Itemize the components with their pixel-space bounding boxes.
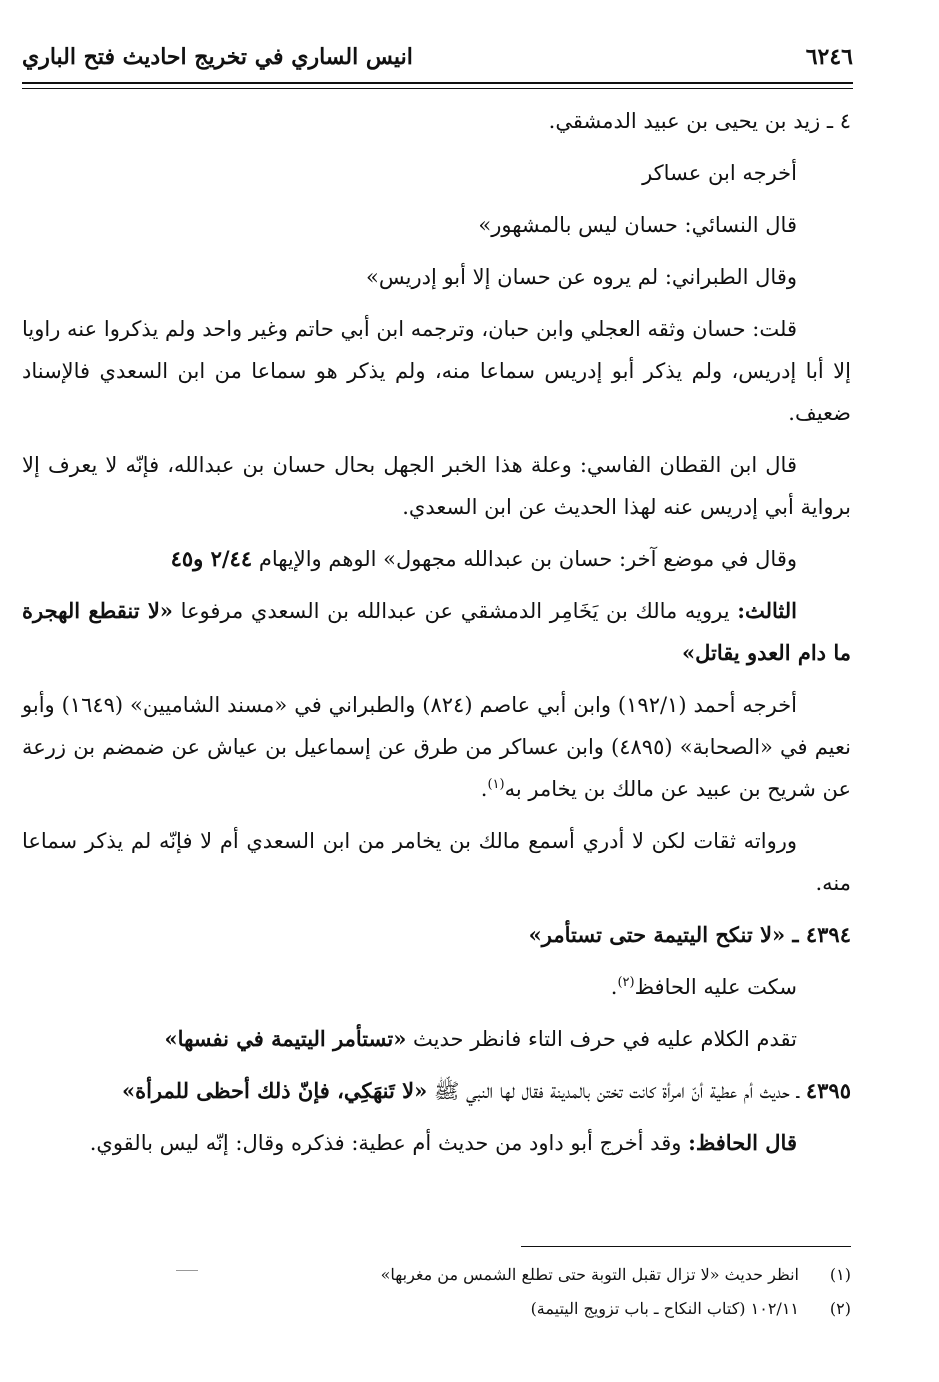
footnote-marker[interactable]: (١) <box>487 777 505 792</box>
paragraph-text: أخرجه أحمد (١٩٢/١) وابن أبي عاصم (٨٢٤) والطبراني في «مسند الشاميين» (١٦٤٩) وأبو نعيم في «الصحابة» (٤٨٩٥) وابن عساكر من طرق عن إسماعيل بن عياش عن ضمضم بن زرعة عن شريح بن عبيد عن مالك بن يخامر به <box>22 693 851 801</box>
footnotes <box>22 1258 851 1326</box>
punctuation: . <box>610 975 618 999</box>
paragraph-text: ـ حديث أم عطية أنّ امرأة كانت تختن بالمدينة فقال لها النبي ﷺ <box>433 1079 800 1103</box>
paragraph <box>22 684 851 810</box>
paragraph <box>22 1122 851 1164</box>
punctuation: . <box>480 777 488 801</box>
paragraph: أخرجه ابن عساكر <box>642 161 797 185</box>
header-rule-thick <box>22 82 853 84</box>
paragraph-text: وقال في موضع آخر: حسان بن عبدالله مجهول» الوهم والإيهام <box>258 547 797 571</box>
paragraph-text: سكت عليه الحافظ <box>634 975 797 999</box>
paragraph <box>22 1018 851 1060</box>
hadith-heading: ٤٣٩٤ ـ «لا تنكح اليتيمة حتى تستأمر» <box>528 922 851 947</box>
paragraph-text: يرويه مالك بن يَخَامِر الدمشقي عن عبدالله بن السعدي مرفوعا <box>180 599 730 623</box>
footnote-text: انظر حديث «لا تزال تقبل التوبة حتى تطلع الشمس من مغربها» <box>380 1265 799 1284</box>
hadith-quote: «تستأمر اليتيمة في نفسها» <box>164 1026 407 1051</box>
footnote <box>22 1292 851 1326</box>
page-number: ٦٢٤٦ <box>805 44 853 70</box>
paragraph: ورواته ثقات لكن لا أدري أسمع مالك بن يخامر من ابن السعدي أم لا فإنّه لم يذكر سماعا منه. <box>22 829 851 895</box>
footnote-separator <box>521 1246 851 1247</box>
page-header <box>22 44 853 70</box>
footnote <box>22 1258 851 1292</box>
footnote-marker[interactable]: (٢) <box>617 975 635 990</box>
header-rule-thin <box>22 88 853 89</box>
hadith-number: ٤٣٩٥ <box>805 1078 851 1103</box>
paragraph <box>22 538 851 580</box>
paragraph <box>22 966 851 1008</box>
paragraph <box>22 590 851 674</box>
section-lead: الثالث: <box>737 598 797 623</box>
paragraph: قلت: حسان وثقه العجلي وابن حبان، وترجمه ابن أبي حاتم وغير واحد ولم يذكروا عنه راويا إلا أبا إدريس، ولم يذكر أبو إدريس سماعا منه، ولم يذكر هو سماعا من ابن السعدي فالإسناد ضعيف. <box>22 317 851 425</box>
paragraph-text: تقدم الكلام عليه في حرف التاء فانظر حديث <box>413 1027 797 1051</box>
book-title: انيس الساري في تخريج احاديث فتح الباري <box>22 44 413 70</box>
source-reference: ٢/٤٤ و٤٥ <box>170 546 253 571</box>
narrator-item: ٤ ـ زيد بن يحيى بن عبيد الدمشقي. <box>548 109 851 133</box>
paragraph: وقال الطبراني: لم يروه عن حسان إلا أبو إدريس» <box>365 265 797 289</box>
main-text <box>22 100 851 1174</box>
paragraph-text: وقد أخرج أبو داود من حديث أم عطية: فذكره وقال: إنّه ليس بالقوي. <box>89 1131 682 1155</box>
footnote-number: (١) <box>829 1265 851 1284</box>
hadith-quote: «لا تَنهَكِي، فإنّ ذلك أحظى للمرأة» <box>121 1078 428 1103</box>
section-lead: قال الحافظ: <box>688 1130 797 1155</box>
hadith-quote: «لا تنقطع الهجرة ما دام العدو يقاتل» <box>22 598 851 665</box>
paragraph: قال ابن القطان الفاسي: وعلة هذا الخبر الجهل بحال حسان بن عبدالله، فإنّه لا يعرف إلا برواية أبي إدريس عنه لهذا الحديث عن ابن السعدي. <box>22 453 851 519</box>
hadith-heading <box>22 1070 851 1112</box>
footnote-text: ١٠٢/١١ (كتاب النكاح ـ باب تزويج اليتيمة) <box>530 1299 799 1318</box>
paragraph: قال النسائي: حسان ليس بالمشهور» <box>478 213 797 237</box>
footnote-number: (٢) <box>829 1299 851 1318</box>
